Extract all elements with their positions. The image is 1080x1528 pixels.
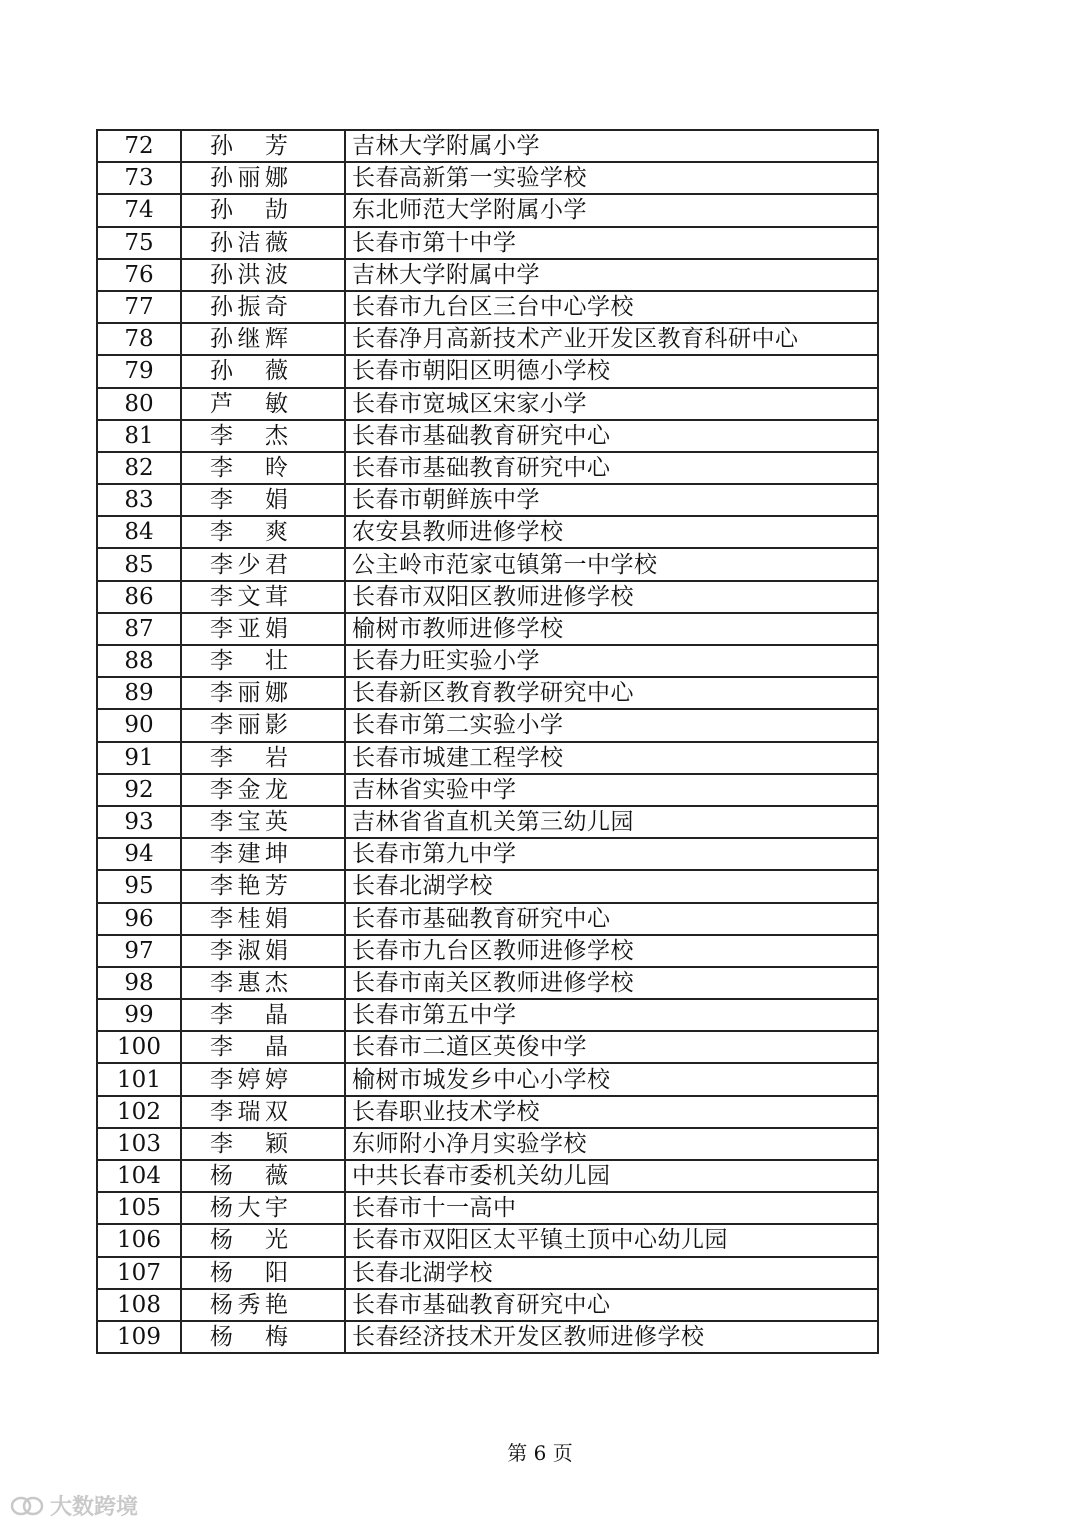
person-name-cell bbox=[181, 1289, 345, 1321]
person-name: 李建坤 bbox=[210, 841, 288, 868]
person-name: 孙洁薇 bbox=[210, 229, 288, 256]
table-row bbox=[97, 935, 878, 967]
row-number: 99 bbox=[97, 999, 181, 1031]
person-name-cell bbox=[181, 999, 345, 1031]
row-number: 102 bbox=[97, 1096, 181, 1128]
table-row bbox=[97, 581, 878, 613]
row-number: 89 bbox=[97, 677, 181, 709]
person-name: 杨 光 bbox=[210, 1227, 288, 1254]
table-row bbox=[97, 548, 878, 580]
row-number: 83 bbox=[97, 484, 181, 516]
row-number: 90 bbox=[97, 709, 181, 741]
work-unit: 长春市十一高中 bbox=[345, 1192, 878, 1224]
table-row bbox=[97, 227, 878, 259]
work-unit: 中共长春市委机关幼儿园 bbox=[345, 1160, 878, 1192]
work-unit: 长春市朝鲜族中学 bbox=[345, 484, 878, 516]
table-row bbox=[97, 677, 878, 709]
table-row bbox=[97, 742, 878, 774]
row-number: 93 bbox=[97, 806, 181, 838]
work-unit: 长春净月高新技术产业开发区教育科研中心 bbox=[345, 323, 878, 355]
person-name-cell bbox=[181, 1063, 345, 1095]
row-number: 87 bbox=[97, 613, 181, 645]
work-unit: 长春市第五中学 bbox=[345, 999, 878, 1031]
row-number: 73 bbox=[97, 162, 181, 194]
person-name-cell bbox=[181, 388, 345, 420]
table-row bbox=[97, 452, 878, 484]
table-row bbox=[97, 999, 878, 1031]
person-name-cell bbox=[181, 645, 345, 677]
table-row bbox=[97, 291, 878, 323]
person-name: 李少君 bbox=[210, 551, 288, 578]
person-name-cell bbox=[181, 1160, 345, 1192]
person-name: 李淑娟 bbox=[210, 937, 288, 964]
table-row bbox=[97, 838, 878, 870]
work-unit: 东北师范大学附属小学 bbox=[345, 194, 878, 226]
row-number: 84 bbox=[97, 516, 181, 548]
person-name-cell bbox=[181, 1192, 345, 1224]
table-row bbox=[97, 162, 878, 194]
watermark-text: 大数跨境 bbox=[50, 1495, 139, 1520]
person-name-cell bbox=[181, 581, 345, 613]
person-name-cell bbox=[181, 967, 345, 999]
person-name-cell bbox=[181, 420, 345, 452]
row-number: 79 bbox=[97, 355, 181, 387]
person-name: 李 杰 bbox=[210, 422, 288, 449]
person-name: 孙 芳 bbox=[210, 133, 288, 160]
work-unit: 长春市基础教育研究中心 bbox=[345, 452, 878, 484]
table-row bbox=[97, 774, 878, 806]
person-name-cell bbox=[181, 677, 345, 709]
person-name: 杨 薇 bbox=[210, 1163, 288, 1190]
row-number: 92 bbox=[97, 774, 181, 806]
row-number: 77 bbox=[97, 291, 181, 323]
person-name: 孙振奇 bbox=[210, 294, 288, 321]
row-number: 103 bbox=[97, 1128, 181, 1160]
work-unit: 长春北湖学校 bbox=[345, 1257, 878, 1289]
person-name: 李文茸 bbox=[210, 583, 288, 610]
work-unit: 长春职业技术学校 bbox=[345, 1096, 878, 1128]
table-row bbox=[97, 1128, 878, 1160]
work-unit: 吉林大学附属中学 bbox=[345, 259, 878, 291]
person-name-cell bbox=[181, 742, 345, 774]
work-unit: 长春市第九中学 bbox=[345, 838, 878, 870]
work-unit: 公主岭市范家屯镇第一中学校 bbox=[345, 548, 878, 580]
work-unit: 长春市第十中学 bbox=[345, 227, 878, 259]
work-unit: 长春新区教育教学研究中心 bbox=[345, 677, 878, 709]
work-unit: 长春市城建工程学校 bbox=[345, 742, 878, 774]
work-unit: 东师附小净月实验学校 bbox=[345, 1128, 878, 1160]
person-name-cell bbox=[181, 903, 345, 935]
person-name-cell bbox=[181, 1257, 345, 1289]
row-number: 105 bbox=[97, 1192, 181, 1224]
work-unit: 榆树市城发乡中心小学校 bbox=[345, 1063, 878, 1095]
table-row bbox=[97, 516, 878, 548]
table-row bbox=[97, 259, 878, 291]
person-name: 李 娟 bbox=[210, 487, 288, 514]
table-row bbox=[97, 1031, 878, 1063]
table-row bbox=[97, 709, 878, 741]
row-number: 75 bbox=[97, 227, 181, 259]
person-name-cell bbox=[181, 355, 345, 387]
person-name-cell bbox=[181, 613, 345, 645]
person-name-cell bbox=[181, 806, 345, 838]
work-unit: 长春市双阳区教师进修学校 bbox=[345, 581, 878, 613]
table-row bbox=[97, 323, 878, 355]
table-row bbox=[97, 1192, 878, 1224]
row-number: 109 bbox=[97, 1321, 181, 1353]
work-unit: 吉林省省直机关第三幼儿园 bbox=[345, 806, 878, 838]
person-name-cell bbox=[181, 1031, 345, 1063]
person-name: 杨 梅 bbox=[210, 1324, 288, 1351]
person-name: 李丽影 bbox=[210, 712, 288, 739]
name-list-table bbox=[96, 129, 879, 1354]
watermark bbox=[10, 1490, 138, 1521]
table-row bbox=[97, 967, 878, 999]
work-unit: 长春市二道区英俊中学 bbox=[345, 1031, 878, 1063]
person-name: 李 晶 bbox=[210, 1002, 288, 1029]
person-name-cell bbox=[181, 1224, 345, 1256]
table-row bbox=[97, 1257, 878, 1289]
table-row bbox=[97, 806, 878, 838]
row-number: 74 bbox=[97, 194, 181, 226]
person-name: 杨大宇 bbox=[210, 1195, 288, 1222]
work-unit: 农安县教师进修学校 bbox=[345, 516, 878, 548]
person-name-cell bbox=[181, 1321, 345, 1353]
table-row bbox=[97, 1224, 878, 1256]
table-row bbox=[97, 355, 878, 387]
table-row bbox=[97, 903, 878, 935]
person-name: 李亚娟 bbox=[210, 615, 288, 642]
person-name: 李 颖 bbox=[210, 1130, 288, 1157]
person-name: 芦 敏 bbox=[210, 390, 288, 417]
person-name-cell bbox=[181, 709, 345, 741]
person-name-cell bbox=[181, 548, 345, 580]
person-name: 李宝英 bbox=[210, 809, 288, 836]
person-name-cell bbox=[181, 323, 345, 355]
row-number: 85 bbox=[97, 548, 181, 580]
person-name: 李瑞双 bbox=[210, 1098, 288, 1125]
person-name: 李桂娟 bbox=[210, 905, 288, 932]
person-name-cell bbox=[181, 1096, 345, 1128]
work-unit: 榆树市教师进修学校 bbox=[345, 613, 878, 645]
row-number: 100 bbox=[97, 1031, 181, 1063]
person-name: 李 晶 bbox=[210, 1034, 288, 1061]
person-name: 李 岩 bbox=[210, 744, 288, 771]
person-name-cell bbox=[181, 130, 345, 162]
work-unit: 吉林大学附属小学 bbox=[345, 130, 878, 162]
person-name: 孙继辉 bbox=[210, 326, 288, 353]
person-name-cell bbox=[181, 484, 345, 516]
person-name-cell bbox=[181, 838, 345, 870]
row-number: 107 bbox=[97, 1257, 181, 1289]
person-name: 孙丽娜 bbox=[210, 165, 288, 192]
person-name-cell bbox=[181, 1128, 345, 1160]
row-number: 88 bbox=[97, 645, 181, 677]
row-number: 72 bbox=[97, 130, 181, 162]
row-number: 96 bbox=[97, 903, 181, 935]
work-unit: 长春力旺实验小学 bbox=[345, 645, 878, 677]
person-name-cell bbox=[181, 774, 345, 806]
logo-icon bbox=[10, 1495, 44, 1517]
work-unit: 长春市第二实验小学 bbox=[345, 709, 878, 741]
person-name: 李婷婷 bbox=[210, 1066, 288, 1093]
person-name: 孙洪波 bbox=[210, 261, 288, 288]
person-name: 孙 劼 bbox=[210, 197, 288, 224]
work-unit: 长春市朝阳区明德小学校 bbox=[345, 355, 878, 387]
person-name: 杨 阳 bbox=[210, 1259, 288, 1286]
person-name-cell bbox=[181, 870, 345, 902]
row-number: 97 bbox=[97, 935, 181, 967]
work-unit: 长春市基础教育研究中心 bbox=[345, 420, 878, 452]
row-number: 78 bbox=[97, 323, 181, 355]
row-number: 95 bbox=[97, 870, 181, 902]
row-number: 104 bbox=[97, 1160, 181, 1192]
person-name: 李惠杰 bbox=[210, 969, 288, 996]
row-number: 91 bbox=[97, 742, 181, 774]
page-number: 第 6 页 bbox=[507, 1441, 573, 1465]
work-unit: 长春市双阳区太平镇土顶中心幼儿园 bbox=[345, 1224, 878, 1256]
work-unit: 长春市宽城区宋家小学 bbox=[345, 388, 878, 420]
person-name: 孙 薇 bbox=[210, 358, 288, 385]
table-row bbox=[97, 484, 878, 516]
row-number: 82 bbox=[97, 452, 181, 484]
row-number: 81 bbox=[97, 420, 181, 452]
table-row bbox=[97, 1063, 878, 1095]
person-name: 李丽娜 bbox=[210, 680, 288, 707]
work-unit: 长春市基础教育研究中心 bbox=[345, 1289, 878, 1321]
table-body bbox=[97, 130, 878, 1353]
work-unit: 长春北湖学校 bbox=[345, 870, 878, 902]
work-unit: 长春市南关区教师进修学校 bbox=[345, 967, 878, 999]
table-row bbox=[97, 1321, 878, 1353]
person-name-cell bbox=[181, 162, 345, 194]
work-unit: 长春市基础教育研究中心 bbox=[345, 903, 878, 935]
work-unit: 长春高新第一实验学校 bbox=[345, 162, 878, 194]
person-name-cell bbox=[181, 452, 345, 484]
table-row bbox=[97, 194, 878, 226]
table-row bbox=[97, 1289, 878, 1321]
table-row bbox=[97, 613, 878, 645]
person-name-cell bbox=[181, 516, 345, 548]
row-number: 98 bbox=[97, 967, 181, 999]
table-row bbox=[97, 420, 878, 452]
person-name-cell bbox=[181, 227, 345, 259]
person-name-cell bbox=[181, 291, 345, 323]
person-name: 李艳芳 bbox=[210, 873, 288, 900]
row-number: 108 bbox=[97, 1289, 181, 1321]
person-name: 李 壮 bbox=[210, 648, 288, 675]
row-number: 106 bbox=[97, 1224, 181, 1256]
person-name: 李金龙 bbox=[210, 776, 288, 803]
table-row bbox=[97, 388, 878, 420]
person-name: 杨秀艳 bbox=[210, 1291, 288, 1318]
work-unit: 长春市九台区教师进修学校 bbox=[345, 935, 878, 967]
person-name-cell bbox=[181, 194, 345, 226]
row-number: 76 bbox=[97, 259, 181, 291]
row-number: 86 bbox=[97, 581, 181, 613]
work-unit: 长春经济技术开发区教师进修学校 bbox=[345, 1321, 878, 1353]
row-number: 101 bbox=[97, 1063, 181, 1095]
person-name: 李 昤 bbox=[210, 454, 288, 481]
work-unit: 长春市九台区三台中心学校 bbox=[345, 291, 878, 323]
table-row bbox=[97, 1096, 878, 1128]
table-row bbox=[97, 1160, 878, 1192]
row-number: 94 bbox=[97, 838, 181, 870]
work-unit: 吉林省实验中学 bbox=[345, 774, 878, 806]
person-name-cell bbox=[181, 259, 345, 291]
table-row bbox=[97, 870, 878, 902]
person-name: 李 爽 bbox=[210, 519, 288, 546]
row-number: 80 bbox=[97, 388, 181, 420]
table-row bbox=[97, 130, 878, 162]
table-row bbox=[97, 645, 878, 677]
person-name-cell bbox=[181, 935, 345, 967]
